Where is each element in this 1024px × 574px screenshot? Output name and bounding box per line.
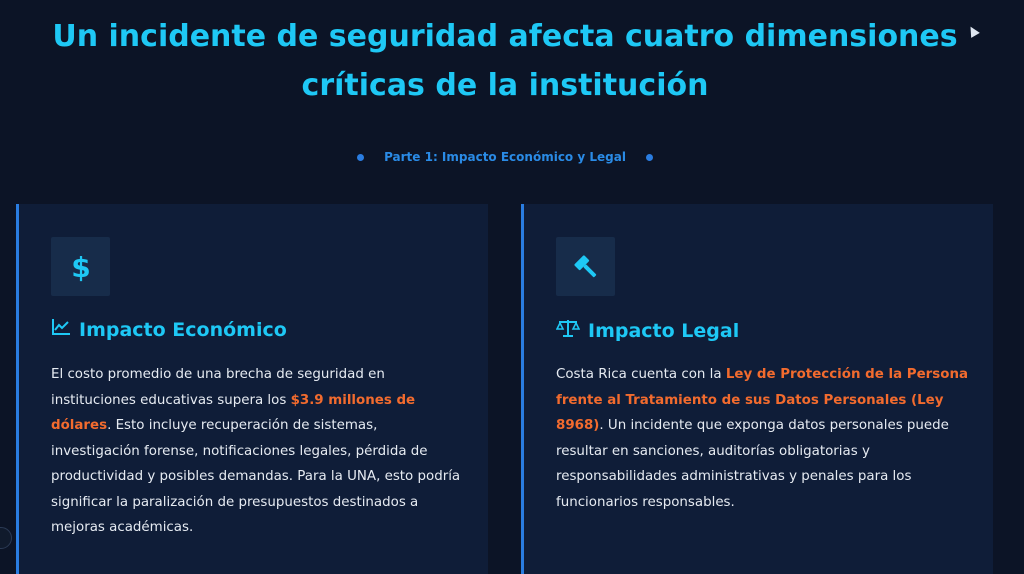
section-indicator xyxy=(0,150,1010,164)
corner-widget-button[interactable] xyxy=(0,527,12,549)
page-title: Un incidente de seguridad afecta cuatro dimensiones críticas de la institución xyxy=(52,19,958,103)
section-dot-left xyxy=(357,154,364,161)
balance-scale-icon xyxy=(556,318,580,343)
chart-line-icon xyxy=(51,318,71,341)
svg-text:$: $ xyxy=(70,250,91,283)
legal-impact-title: Impacto Legal xyxy=(588,319,740,342)
economic-text-part-2: . Esto incluye recuperación de sistemas, investigación forense, notificaciones legales, pérdida de productividad y posibles demandas. Para la UNA, esto podría significar la paralización de presupuestos destinados a mejoras académicas. xyxy=(51,418,461,535)
legal-highlight: Ley de Protección de la Persona frente al Tratamiento de sus Datos Personales (Ley 8968) xyxy=(556,367,969,433)
legal-impact-card xyxy=(521,204,993,574)
legal-impact-text xyxy=(556,362,971,515)
dollar-sign-icon xyxy=(51,237,110,296)
legal-impact-heading xyxy=(556,318,739,343)
economic-impact-heading xyxy=(51,318,287,341)
gavel-icon xyxy=(556,237,615,296)
legal-text-part-2: . Un incidente que exponga datos personales puede resultar en sanciones, auditorías obligatorias y responsabilidades administrativas y penales para los funcionarios responsables. xyxy=(556,418,949,510)
economic-impact-title: Impacto Económico xyxy=(79,318,287,341)
economic-impact-card xyxy=(16,204,488,574)
economic-text-part-1: El costo promedio de una brecha de seguridad en instituciones educativas supera los xyxy=(51,367,385,408)
section-dot-right xyxy=(646,154,653,161)
economic-highlight: $3.9 millones de dólares xyxy=(51,392,416,433)
economic-impact-text xyxy=(51,362,466,541)
section-label: Parte 1: Impacto Económico y Legal xyxy=(384,150,626,164)
legal-text-part-1: Costa Rica cuenta con la xyxy=(556,367,726,382)
